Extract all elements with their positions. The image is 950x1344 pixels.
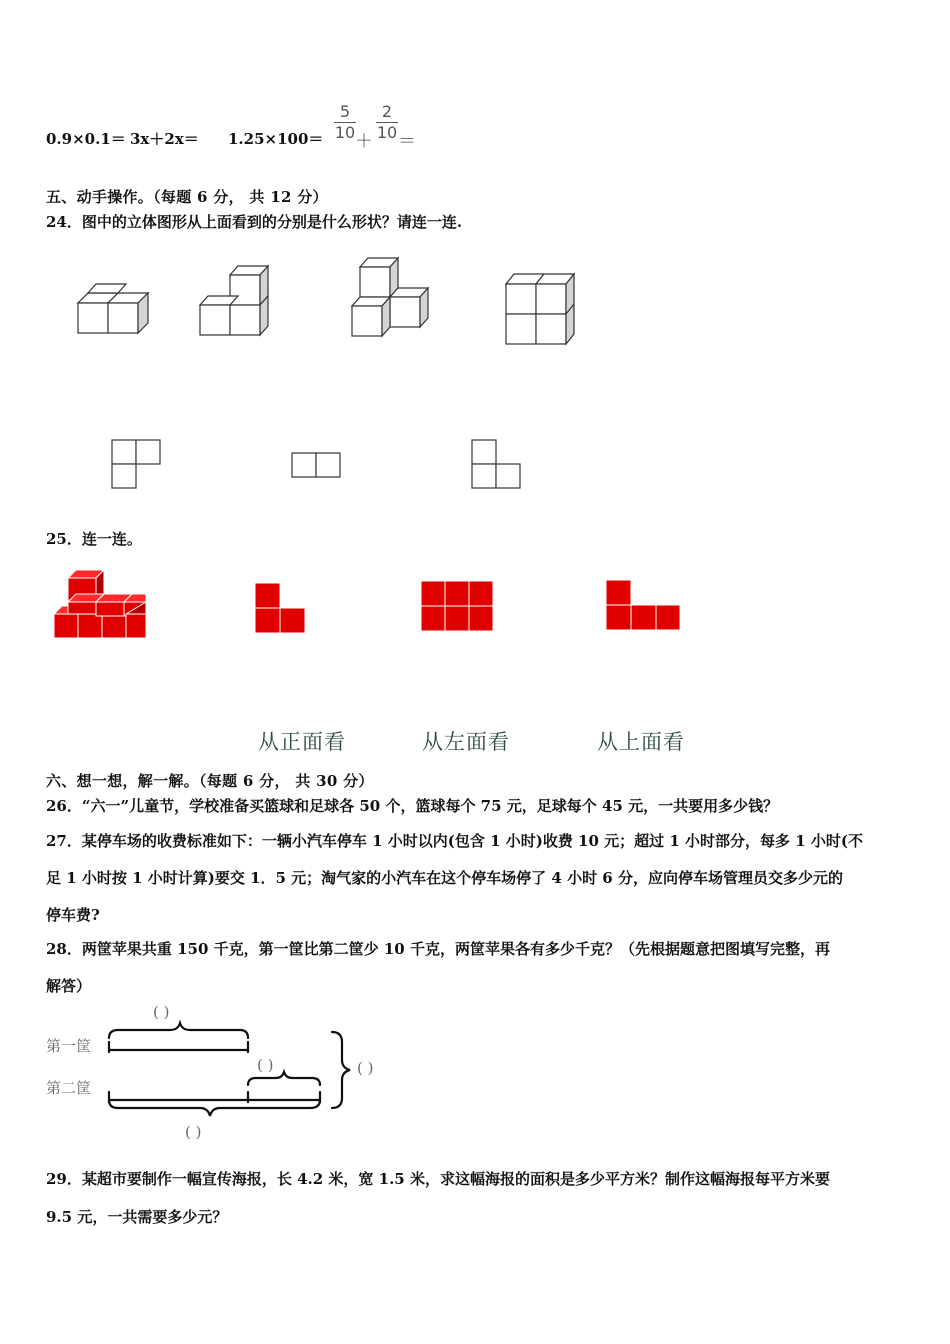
red-view-shape-2 [420,580,496,634]
section-5-title: 五、动手操作。（每题 6 分， 共 12 分） [46,188,328,206]
blank-second-basket: ( ) [185,1123,202,1141]
question-24: 24．图中的立体图形从上面看到的分别是什么形状？请连一连. [46,213,463,231]
question-27-line-1: 27．某停车场的收费标准如下：一辆小汽车停车 1 小时以内(包含 1 小时)收费 10 元；超过 1 小时部分，每多 1 小时(不 [46,832,864,850]
fraction-numerator: 5 [339,102,351,121]
question-29-line-1: 29．某超市要制作一幅宣传海报，长 4.2 米，宽 1.5 米，求这幅海报的面积是多少平方米？制作这幅海报每平方米要 [46,1170,830,1188]
top-view-shape-2 [290,451,344,479]
calc-item-3: 1.25×100＝ [228,130,324,148]
view-label-left: 从左面看 [422,730,510,754]
view-label-top: 从上面看 [597,730,685,754]
blank-first-basket: ( ) [153,1003,170,1021]
red-view-shape-1 [254,582,306,636]
top-view-shape-3 [470,438,524,490]
blank-total: ( ) [357,1059,374,1077]
question-27-line-2: 足 1 小时按 1 小时计算)要交 1．5 元；淘气家的小汽车在这个停车场停了 4 小时 6 分，应向停车场管理员交多少元的 [46,869,843,887]
label-first-basket: 第一筐 [46,1037,92,1055]
question-29-line-2: 9.5 元，一共需要多少元？ [46,1208,228,1226]
view-label-front: 从正面看 [258,730,346,754]
question-28-line-1: 28．两筐苹果共重 150 千克，第一筐比第二筐少 10 千克，两筐苹果各有多少千克？（先根据题意把图填写完整，再 [46,940,830,958]
solid-figure-1 [70,278,156,338]
fraction-two-tenths [376,103,398,142]
solid-figure-4 [500,270,586,350]
label-second-basket: 第二筐 [46,1079,92,1097]
calc-item-2: 3x＋2x＝ [130,130,199,148]
solid-figure-3 [344,255,440,345]
section-6-title: 六、想一想，解一解。（每题 6 分， 共 30 分） [46,772,374,790]
question-28-line-2: 解答） [46,977,92,995]
plus-sign: ＋ [355,131,373,152]
solid-figure-2 [192,262,278,342]
top-view-shape-1 [110,438,164,490]
blank-difference: ( ) [257,1056,274,1074]
question-26: 26．“六一”儿童节，学校准备买篮球和足球各 50 个，篮球每个 75 元，足球每个 45 元，一共要用多少钱？ [46,797,779,815]
fraction-five-tenths [334,103,356,142]
fraction-denominator: 10 [334,123,356,142]
fraction-numerator: 2 [381,102,393,121]
question-27-line-3: 停车费? [46,906,100,924]
red-solid-figure [50,566,154,644]
segment-diagram [100,1020,360,1130]
calc-item-1: 0.9×0.1＝ [46,130,126,148]
fraction-denominator: 10 [376,123,398,142]
red-view-shape-3 [605,579,681,633]
question-25: 25．连一连。 [46,530,142,548]
equals-sign: ＝ [398,131,416,152]
